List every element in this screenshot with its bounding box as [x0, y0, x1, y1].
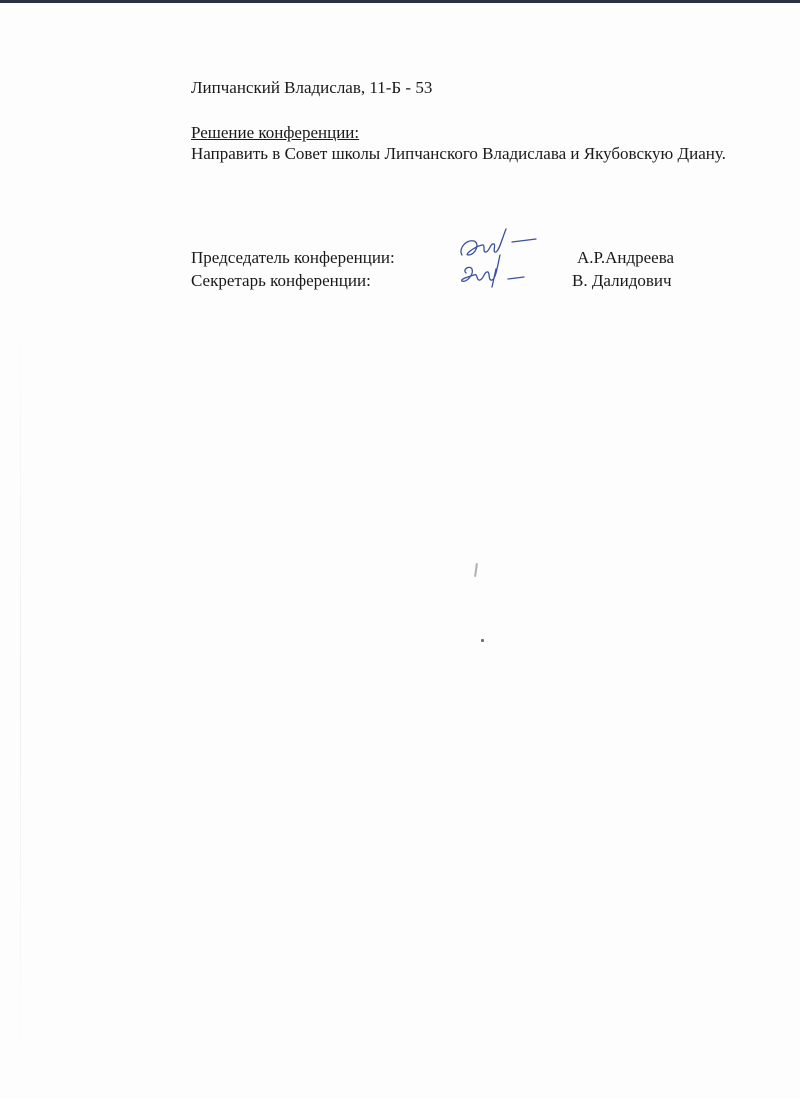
chair-signature-stroke: [461, 229, 506, 255]
decision-text: Направить в Совет школы Липчанского Владислава и Якубовскую Диану.: [191, 144, 726, 163]
decision-heading: Решение конференции:: [191, 123, 360, 142]
handwritten-signatures: [452, 225, 562, 295]
secretary-signature-dash: [508, 277, 524, 279]
scan-artifact: [481, 639, 484, 642]
chair-label: Председатель конференции:: [191, 248, 395, 267]
chair-signature-dash: [512, 239, 536, 242]
student-line: Липчанский Владислав, 11-Б - 53: [191, 78, 433, 97]
secretary-label: Секретарь конференции:: [191, 271, 371, 290]
scan-artifact: [474, 563, 478, 577]
secretary-signature-stroke: [462, 255, 500, 287]
scan-left-shadow: [20, 300, 21, 1080]
secretary-name: В. Далидович: [572, 271, 672, 290]
chair-name: А.Р.Андреева: [577, 248, 675, 267]
scan-top-edge: [0, 0, 800, 3]
